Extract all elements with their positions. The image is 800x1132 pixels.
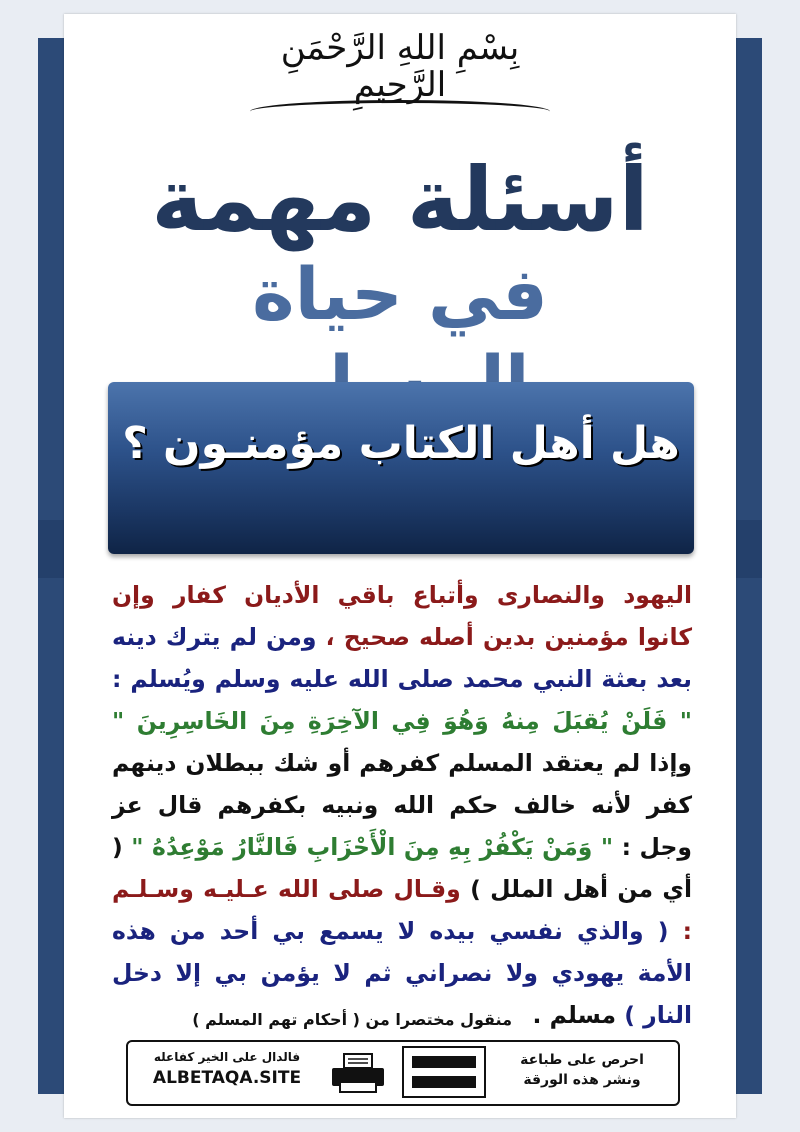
source-note: منقول مختصرا من ( أحكام تهم المسلم ): [192, 1010, 512, 1029]
logo-block-bottom: [412, 1076, 476, 1088]
hadith-quote: ( والذي نفسي بيده لا يسمع بي أحد من هذه الأمة يهودي ولا نصراني ثم لا يؤمن بي إلا دخل النار ): [112, 917, 692, 1029]
body-sentence-5: ( أي من أهل الملل ): [112, 833, 692, 903]
page-title-line1: أسئلة مهمة: [151, 148, 649, 251]
body-sentence-1: اليهود والنصارى وأتباع باقي الأديان كفار وإن كانوا مؤمنين بدين أصله صحيح ،: [112, 581, 692, 651]
footer-print-line2: ونشر هذه الورقة: [523, 1072, 641, 1088]
question-text: هل أهل الكتاب مؤمنـون ؟: [122, 418, 680, 469]
question-banner: [108, 382, 694, 554]
footer-tagline: فالدال على الخير كفاعله: [153, 1050, 301, 1064]
footer-site-link[interactable]: ALBETAQA.SITE: [152, 1068, 302, 1088]
basmala-swash: [250, 100, 550, 123]
footer-print-line1: احرص على طباعة: [520, 1052, 644, 1068]
footer-bar: [126, 1040, 680, 1106]
basmala-text: بِسْمِ اللهِ الرَّحْمَنِ الرَّحِيمِ: [280, 28, 520, 106]
body-sentence-4: قال عز وجل :: [112, 791, 692, 861]
footer-print-note: [492, 1050, 672, 1090]
body-sentence-6: وقـال صلى الله عـليـه وسـلـم :: [112, 875, 692, 945]
quran-quote-2: " وَمَنْ يَكْفُرْ بِهِ مِنَ الْأَحْزَابِ فَالنَّارُ مَوْعِدُهُ ": [131, 833, 614, 861]
logo-icon: [402, 1046, 486, 1098]
body-sentence-8: مسلم .: [532, 1001, 617, 1029]
body-paragraph: [112, 574, 692, 1036]
body-sentence-2: ومن لم يترك دينه بعد بعثة النبي محمد صلى الله عليه وسلم ويُسلم :: [112, 623, 692, 693]
printer-icon: [328, 1052, 388, 1094]
body-sentence-3: وإذا لم يعتقد المسلم كفرهم أو شك ببطلان دينهم كفر لأنه خالف حكم الله ونبيه بكفرهم: [112, 749, 692, 819]
footer-site-block: [134, 1048, 320, 1096]
basmala-calligraphy: [240, 30, 560, 126]
quran-quote-1: " فَلَنْ يُقبَلَ مِنهُ وَهُوَ فِي الآخِرَةِ مِنَ الخَاسِرِينَ ": [112, 707, 692, 735]
page-title-line2: في حياة: [252, 252, 548, 336]
logo-block-top: [412, 1056, 476, 1068]
